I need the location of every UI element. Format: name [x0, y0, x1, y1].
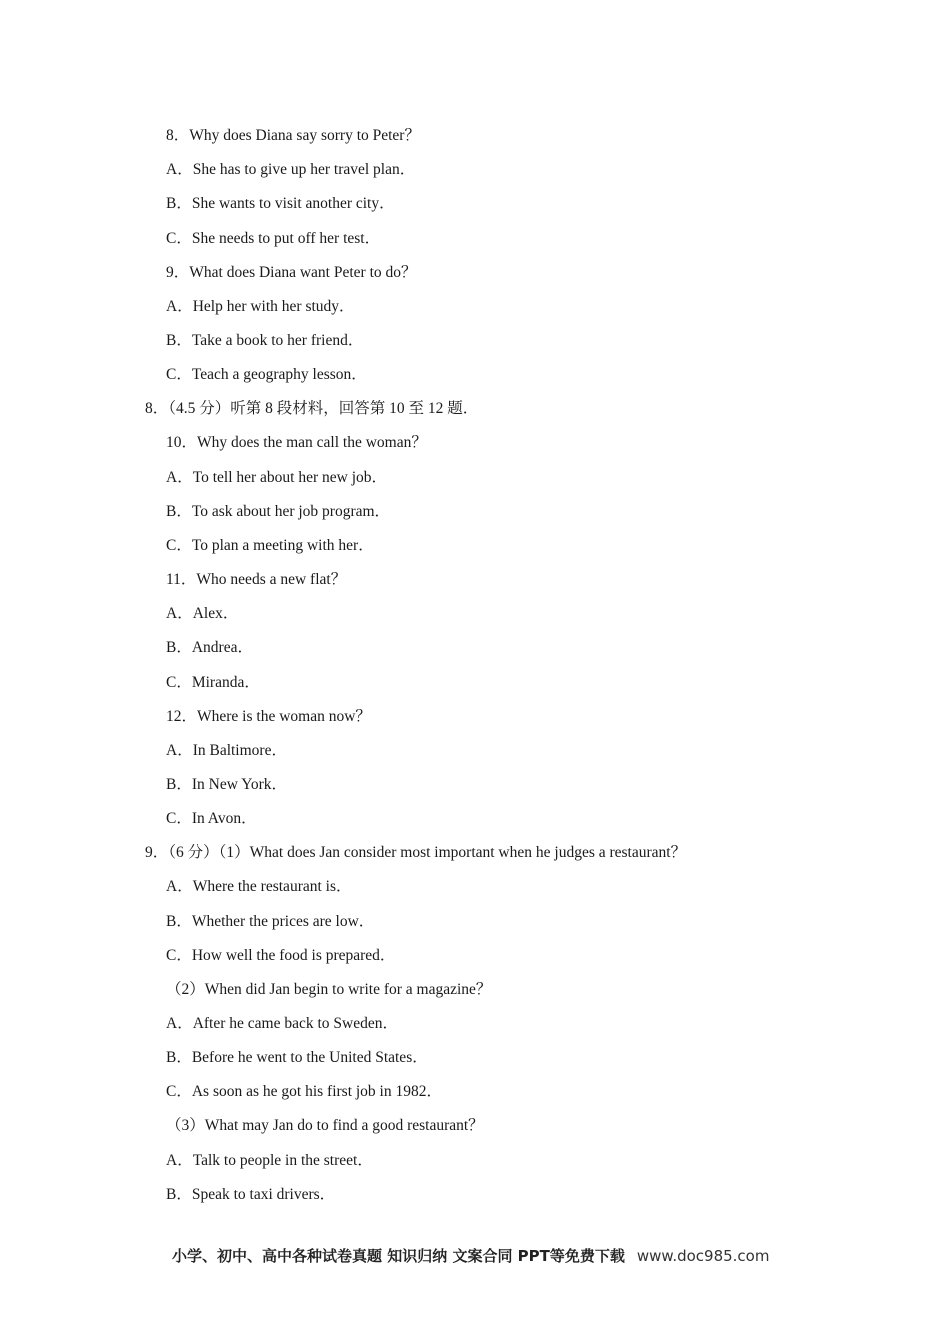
section-9-heading: 9．（6 分）（1）What does Jan consider most important when he judges a restaurant？: [145, 844, 687, 861]
q10-option-b: B．To ask about her job program．: [166, 503, 391, 520]
q10-option-c: C．To plan a meeting with her．: [166, 537, 374, 554]
question-9-stem: 9．What does Diana want Peter to do？: [166, 264, 417, 281]
q11-option-a: A．Alex．: [166, 605, 239, 622]
q8-option-a: A．She has to give up her travel plan．: [166, 161, 416, 178]
question-8-stem: 8．Why does Diana say sorry to Peter？: [166, 127, 420, 144]
q12-option-c: C．In Avon．: [166, 810, 257, 827]
section-8-heading: 8．（4.5 分）听第 8 段材料，回答第 10 至 12 题．: [145, 400, 479, 417]
s9-q3-option-b: B．Speak to taxi drivers．: [166, 1186, 336, 1203]
s9-q2-option-b: B．Before he went to the United States．: [166, 1049, 428, 1066]
q9-option-b: B．Take a book to her friend．: [166, 332, 364, 349]
question-10-stem: 10．Why does the man call the woman？: [166, 434, 427, 451]
q11-option-c: C．Miranda．: [166, 674, 260, 691]
q9-option-a: A．Help her with her study．: [166, 298, 355, 315]
q9-option-c: C．Teach a geography lesson．: [166, 366, 367, 383]
question-12-stem: 12．Where is the woman now？: [166, 708, 371, 725]
s9-q2-option-c: C．As soon as he got his first job in 1982．: [166, 1083, 442, 1100]
question-11-stem: 11．Who needs a new flat？: [166, 571, 347, 588]
q8-option-c: C．She needs to put off her test．: [166, 230, 381, 247]
s9-q1-option-a: A．Where the restaurant is．: [166, 878, 352, 895]
s9-q3-option-a: A．Talk to people in the street．: [166, 1152, 373, 1169]
q8-option-b: B．She wants to visit another city．: [166, 195, 395, 212]
s9-q1-option-c: C．How well the food is prepared．: [166, 947, 396, 964]
q12-option-a: A．In Baltimore．: [166, 742, 287, 759]
q12-option-b: B．In New York．: [166, 776, 287, 793]
s9-q1-option-b: B．Whether the prices are low．: [166, 913, 375, 930]
footer-text: 小学、初中、高中各种试卷真题 知识归纳 文案合同 PPT等免费下载: [172, 1247, 625, 1265]
footer-banner: [172, 1245, 769, 1267]
footer-site-link[interactable]: www.doc985.com: [636, 1247, 770, 1265]
s9-question-3-stem: （3）What may Jan do to find a good restaurant？: [166, 1117, 484, 1134]
s9-question-2-stem: （2）When did Jan begin to write for a magazine？: [166, 981, 492, 998]
s9-q2-option-a: A．After he came back to Sweden．: [166, 1015, 398, 1032]
q10-option-a: A．To tell her about her new job．: [166, 469, 388, 486]
q11-option-b: B．Andrea．: [166, 639, 253, 656]
